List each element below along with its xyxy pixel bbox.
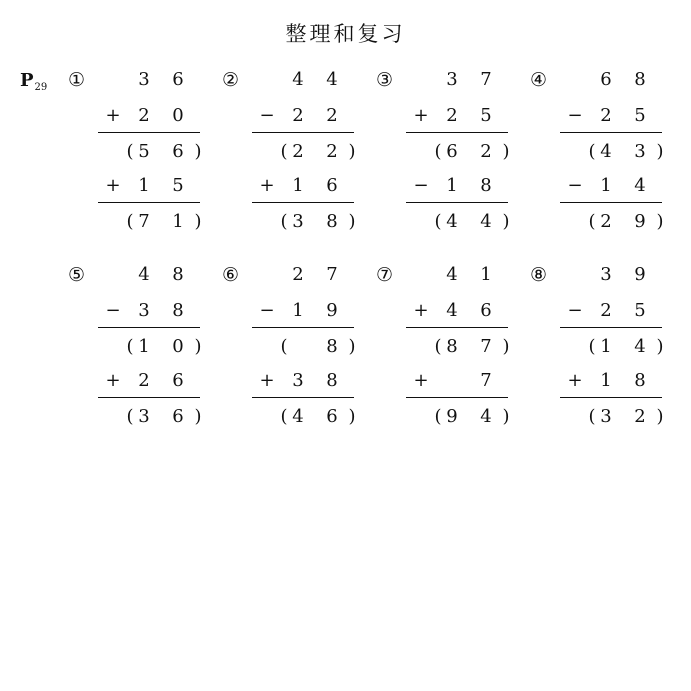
digit-ones: 6	[172, 370, 184, 391]
paren-close: )	[348, 336, 356, 357]
digit-tens: 2	[446, 105, 458, 126]
operand-a	[560, 263, 664, 287]
problem-7	[376, 263, 516, 433]
operator: +	[413, 300, 429, 321]
digit-tens: 4	[138, 264, 150, 285]
digit-ones: 7	[480, 69, 492, 90]
digit-tens: 1	[138, 336, 150, 357]
operator: +	[105, 175, 121, 196]
paren-close: )	[194, 336, 202, 357]
paren-close: )	[502, 141, 510, 162]
paren-close: )	[194, 406, 202, 427]
digit-tens: 3	[446, 69, 458, 90]
final-result	[406, 405, 510, 429]
operator: +	[413, 370, 429, 391]
operator: +	[105, 370, 121, 391]
paren-open: (	[434, 141, 442, 162]
operand-c	[98, 174, 202, 198]
intermediate-result	[560, 335, 664, 359]
digit-ones: 8	[172, 300, 184, 321]
operand-b	[98, 104, 202, 128]
final-result	[252, 210, 356, 234]
operand-b	[252, 299, 356, 323]
paren-open: (	[434, 336, 442, 357]
digit-tens: 8	[446, 336, 458, 357]
digit-tens: 1	[292, 175, 304, 196]
digit-ones: 8	[172, 264, 184, 285]
digit-ones: 4	[634, 175, 646, 196]
operator: −	[413, 175, 429, 196]
paren-open: (	[126, 211, 134, 232]
digit-ones: 5	[172, 175, 184, 196]
operand-b	[406, 299, 510, 323]
operator: +	[567, 370, 583, 391]
sum-line	[406, 397, 508, 398]
intermediate-result	[252, 140, 356, 164]
digit-ones: 2	[634, 406, 646, 427]
problem-number: ③	[376, 69, 394, 91]
digit-tens: 7	[138, 211, 150, 232]
sum-line	[560, 397, 662, 398]
digit-ones: 5	[634, 105, 646, 126]
digit-ones: 8	[326, 370, 338, 391]
digit-tens: 2	[292, 264, 304, 285]
digit-ones: 6	[480, 300, 492, 321]
digit-tens: 6	[600, 69, 612, 90]
digit-tens: 1	[446, 175, 458, 196]
final-result	[98, 405, 202, 429]
sum-line	[406, 327, 508, 328]
intermediate-result	[98, 140, 202, 164]
paren-close: )	[502, 336, 510, 357]
final-result	[406, 210, 510, 234]
digit-ones: 6	[326, 175, 338, 196]
digit-tens: 1	[138, 175, 150, 196]
paren-open: (	[126, 406, 134, 427]
digit-ones: 5	[480, 105, 492, 126]
page-reference	[20, 70, 47, 93]
operand-c	[98, 369, 202, 393]
operand-c	[252, 174, 356, 198]
digit-ones: 2	[326, 141, 338, 162]
digit-ones: 2	[480, 141, 492, 162]
digit-ones: 6	[172, 406, 184, 427]
problem-2	[222, 68, 362, 238]
sum-line	[252, 132, 354, 133]
sum-line	[560, 202, 662, 203]
operator: −	[259, 300, 275, 321]
digit-ones: 4	[480, 406, 492, 427]
digit-ones: 7	[480, 370, 492, 391]
paren-close: )	[194, 141, 202, 162]
digit-tens: 1	[600, 336, 612, 357]
operand-b	[406, 104, 510, 128]
sum-line	[98, 327, 200, 328]
paren-close: )	[502, 211, 510, 232]
digit-ones: 0	[172, 336, 184, 357]
operator: −	[105, 300, 121, 321]
digit-tens: 2	[292, 141, 304, 162]
intermediate-result	[252, 335, 356, 359]
operand-a	[406, 263, 510, 287]
page-number: 29	[34, 82, 48, 93]
sum-line	[406, 202, 508, 203]
final-result	[98, 210, 202, 234]
digit-ones: 7	[326, 264, 338, 285]
sum-line	[406, 132, 508, 133]
digit-ones: 8	[634, 370, 646, 391]
paren-open: (	[126, 141, 134, 162]
paren-open: (	[588, 336, 596, 357]
operator: −	[567, 300, 583, 321]
page-letter: P	[20, 70, 34, 91]
digit-tens: 1	[292, 300, 304, 321]
digit-tens: 2	[600, 300, 612, 321]
intermediate-result	[98, 335, 202, 359]
operand-c	[406, 174, 510, 198]
digit-tens: 1	[600, 370, 612, 391]
intermediate-result	[406, 140, 510, 164]
digit-ones: 7	[480, 336, 492, 357]
digit-ones: 1	[172, 211, 184, 232]
problem-number: ⑧	[530, 264, 548, 286]
digit-ones: 9	[634, 264, 646, 285]
intermediate-result	[406, 335, 510, 359]
digit-ones: 4	[326, 69, 338, 90]
paren-close: )	[348, 406, 356, 427]
digit-ones: 8	[480, 175, 492, 196]
digit-tens: 4	[600, 141, 612, 162]
digit-tens: 2	[292, 105, 304, 126]
paren-close: )	[348, 141, 356, 162]
digit-ones: 1	[480, 264, 492, 285]
digit-ones: 3	[634, 141, 646, 162]
paren-close: )	[502, 406, 510, 427]
operand-c	[406, 369, 510, 393]
paren-close: )	[656, 336, 664, 357]
paren-open: (	[588, 406, 596, 427]
digit-tens: 3	[600, 264, 612, 285]
digit-tens: 3	[138, 69, 150, 90]
digit-ones: 0	[172, 105, 184, 126]
problem-1	[68, 68, 208, 238]
digit-tens: 3	[292, 370, 304, 391]
problem-4	[530, 68, 670, 238]
digit-ones: 4	[480, 211, 492, 232]
problem-number: ⑤	[68, 264, 86, 286]
operator: +	[259, 370, 275, 391]
problem-6	[222, 263, 362, 433]
digit-tens: 4	[292, 406, 304, 427]
digit-tens: 4	[446, 264, 458, 285]
sum-line	[252, 397, 354, 398]
operand-b	[98, 299, 202, 323]
problem-number: ⑦	[376, 264, 394, 286]
operand-b	[560, 104, 664, 128]
digit-tens: 1	[600, 175, 612, 196]
operand-a	[98, 68, 202, 92]
digit-ones: 8	[634, 69, 646, 90]
paren-close: )	[656, 406, 664, 427]
paren-close: )	[348, 211, 356, 232]
digit-tens: 6	[446, 141, 458, 162]
paren-open: (	[280, 141, 288, 162]
final-result	[560, 210, 664, 234]
operand-a	[252, 68, 356, 92]
digit-ones: 5	[634, 300, 646, 321]
paren-open: (	[126, 336, 134, 357]
digit-ones: 8	[326, 211, 338, 232]
digit-ones: 9	[326, 300, 338, 321]
problem-8	[530, 263, 670, 433]
digit-tens: 2	[600, 211, 612, 232]
problem-number: ①	[68, 69, 86, 91]
sum-line	[98, 397, 200, 398]
paren-close: )	[656, 211, 664, 232]
operand-a	[406, 68, 510, 92]
final-result	[252, 405, 356, 429]
sum-line	[98, 202, 200, 203]
digit-ones: 9	[634, 211, 646, 232]
operand-c	[560, 174, 664, 198]
digit-tens: 2	[600, 105, 612, 126]
digit-tens: 4	[292, 69, 304, 90]
digit-ones: 2	[326, 105, 338, 126]
intermediate-result	[560, 140, 664, 164]
digit-tens: 3	[138, 300, 150, 321]
problem-number: ④	[530, 69, 548, 91]
operand-a	[252, 263, 356, 287]
operand-a	[98, 263, 202, 287]
digit-ones: 6	[326, 406, 338, 427]
digit-ones: 6	[172, 69, 184, 90]
operand-a	[560, 68, 664, 92]
paren-open: (	[280, 406, 288, 427]
problem-number: ⑥	[222, 264, 240, 286]
digit-tens: 3	[138, 406, 150, 427]
digit-tens: 9	[446, 406, 458, 427]
digit-tens: 4	[446, 300, 458, 321]
operator: −	[567, 105, 583, 126]
operator: +	[413, 105, 429, 126]
sum-line	[560, 327, 662, 328]
paren-open: (	[434, 211, 442, 232]
problem-3	[376, 68, 516, 238]
digit-tens: 2	[138, 105, 150, 126]
sum-line	[252, 327, 354, 328]
operator: +	[105, 105, 121, 126]
paren-open: (	[280, 336, 288, 357]
digit-ones: 8	[326, 336, 338, 357]
digit-tens: 4	[446, 211, 458, 232]
problem-number: ②	[222, 69, 240, 91]
operand-b	[560, 299, 664, 323]
operator: +	[259, 175, 275, 196]
final-result	[560, 405, 664, 429]
digit-ones: 6	[172, 141, 184, 162]
paren-close: )	[656, 141, 664, 162]
paren-close: )	[194, 211, 202, 232]
digit-tens: 3	[292, 211, 304, 232]
operand-c	[252, 369, 356, 393]
operand-c	[560, 369, 664, 393]
digit-tens: 5	[138, 141, 150, 162]
digit-tens: 2	[138, 370, 150, 391]
operator: −	[567, 175, 583, 196]
paren-open: (	[588, 211, 596, 232]
sum-line	[252, 202, 354, 203]
digit-tens: 3	[600, 406, 612, 427]
digit-ones: 4	[634, 336, 646, 357]
page-title: 整理和复习	[285, 22, 406, 46]
sum-line	[560, 132, 662, 133]
problem-5	[68, 263, 208, 433]
operator: −	[259, 105, 275, 126]
paren-open: (	[280, 211, 288, 232]
paren-open: (	[434, 406, 442, 427]
sum-line	[98, 132, 200, 133]
paren-open: (	[588, 141, 596, 162]
operand-b	[252, 104, 356, 128]
